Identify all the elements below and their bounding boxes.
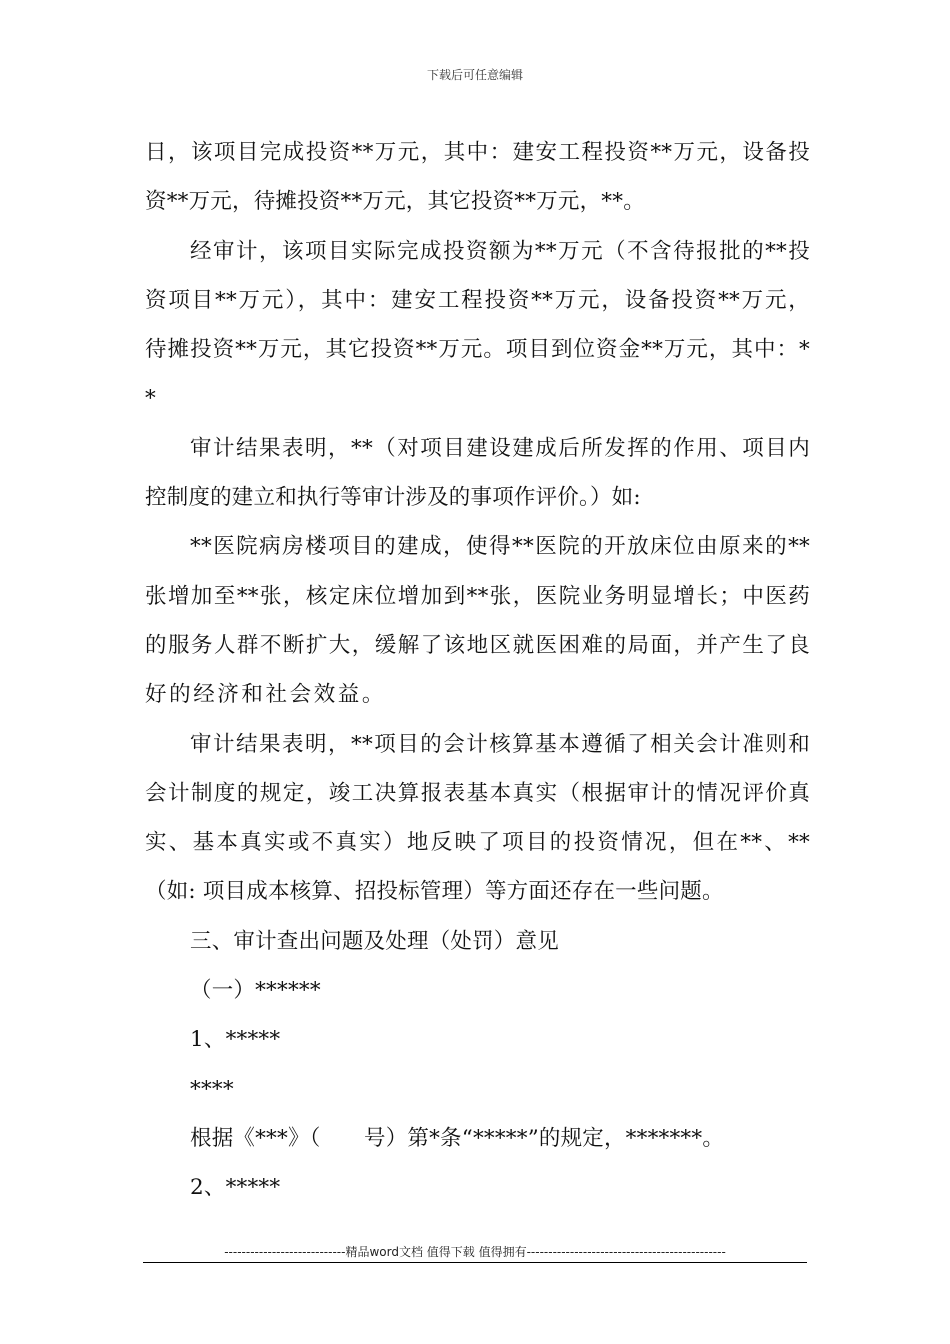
text-line: **** (190, 1076, 234, 1102)
page-header-note: 下载后可任意编辑 (426, 68, 523, 82)
text-line: 资项目**万元），其中：建安工程投资**万元，设备投资**万元， (145, 287, 810, 313)
text-line: 待摊投资**万元，其它投资**万元。项目到位资金**万元，其中：* (145, 337, 810, 363)
section-heading: 三、审计查出问题及处理（处罚）意见 (190, 928, 559, 954)
text-line: （如: 项目成本核算、招投标管理）等方面还存在一些问题。 (145, 879, 724, 905)
footer-divider (143, 1262, 807, 1263)
text-line: 好的经济和社会效益。 (145, 682, 387, 708)
text-line: 日，该项目完成投资**万元，其中：建安工程投资**万元，设备投 (145, 140, 810, 165)
text-line: 控制度的建立和执行等审计涉及的事项作评价。）如: (145, 485, 641, 511)
text-line: 会计制度的规定，竣工决算报表基本真实（根据审计的情况评价真 (145, 780, 810, 806)
list-item: 2、***** (190, 1175, 281, 1201)
text-line: 审计结果表明，**（对项目建设建成后所发挥的作用、项目内 (190, 435, 810, 461)
list-item: 1、***** (190, 1027, 281, 1053)
text-line: 实、基本真实或不真实）地反映了项目的投资情况，但在**、** (145, 830, 810, 856)
subsection-heading: （一）****** (190, 978, 321, 1004)
text-line: 资**万元，待摊投资**万元，其它投资**万元，**。 (145, 189, 645, 215)
text-line: 审计结果表明，**项目的会计核算基本遵循了相关会计准则和 (190, 731, 810, 757)
document-body (145, 128, 810, 1213)
text-line: 张增加至**张，核定床位增加到**张，医院业务明显增长；中医药 (145, 583, 810, 609)
page-footer-text: ----------------------------精品word文档 值得下载 值得拥有---------------------------------------------- (224, 1245, 726, 1259)
text-line: 经审计，该项目实际完成投资额为**万元（不含待报批的**投 (190, 238, 810, 264)
text-line: * (145, 386, 156, 412)
text-line: 的服务人群不断扩大，缓解了该地区就医困难的局面，并产生了良 (145, 632, 810, 658)
text-line: **医院病房楼项目的建成，使得**医院的开放床位由原来的** (190, 534, 810, 560)
text-line: 根据《***》（ 号）第*条“*****”的规定，*******。 (190, 1125, 725, 1151)
